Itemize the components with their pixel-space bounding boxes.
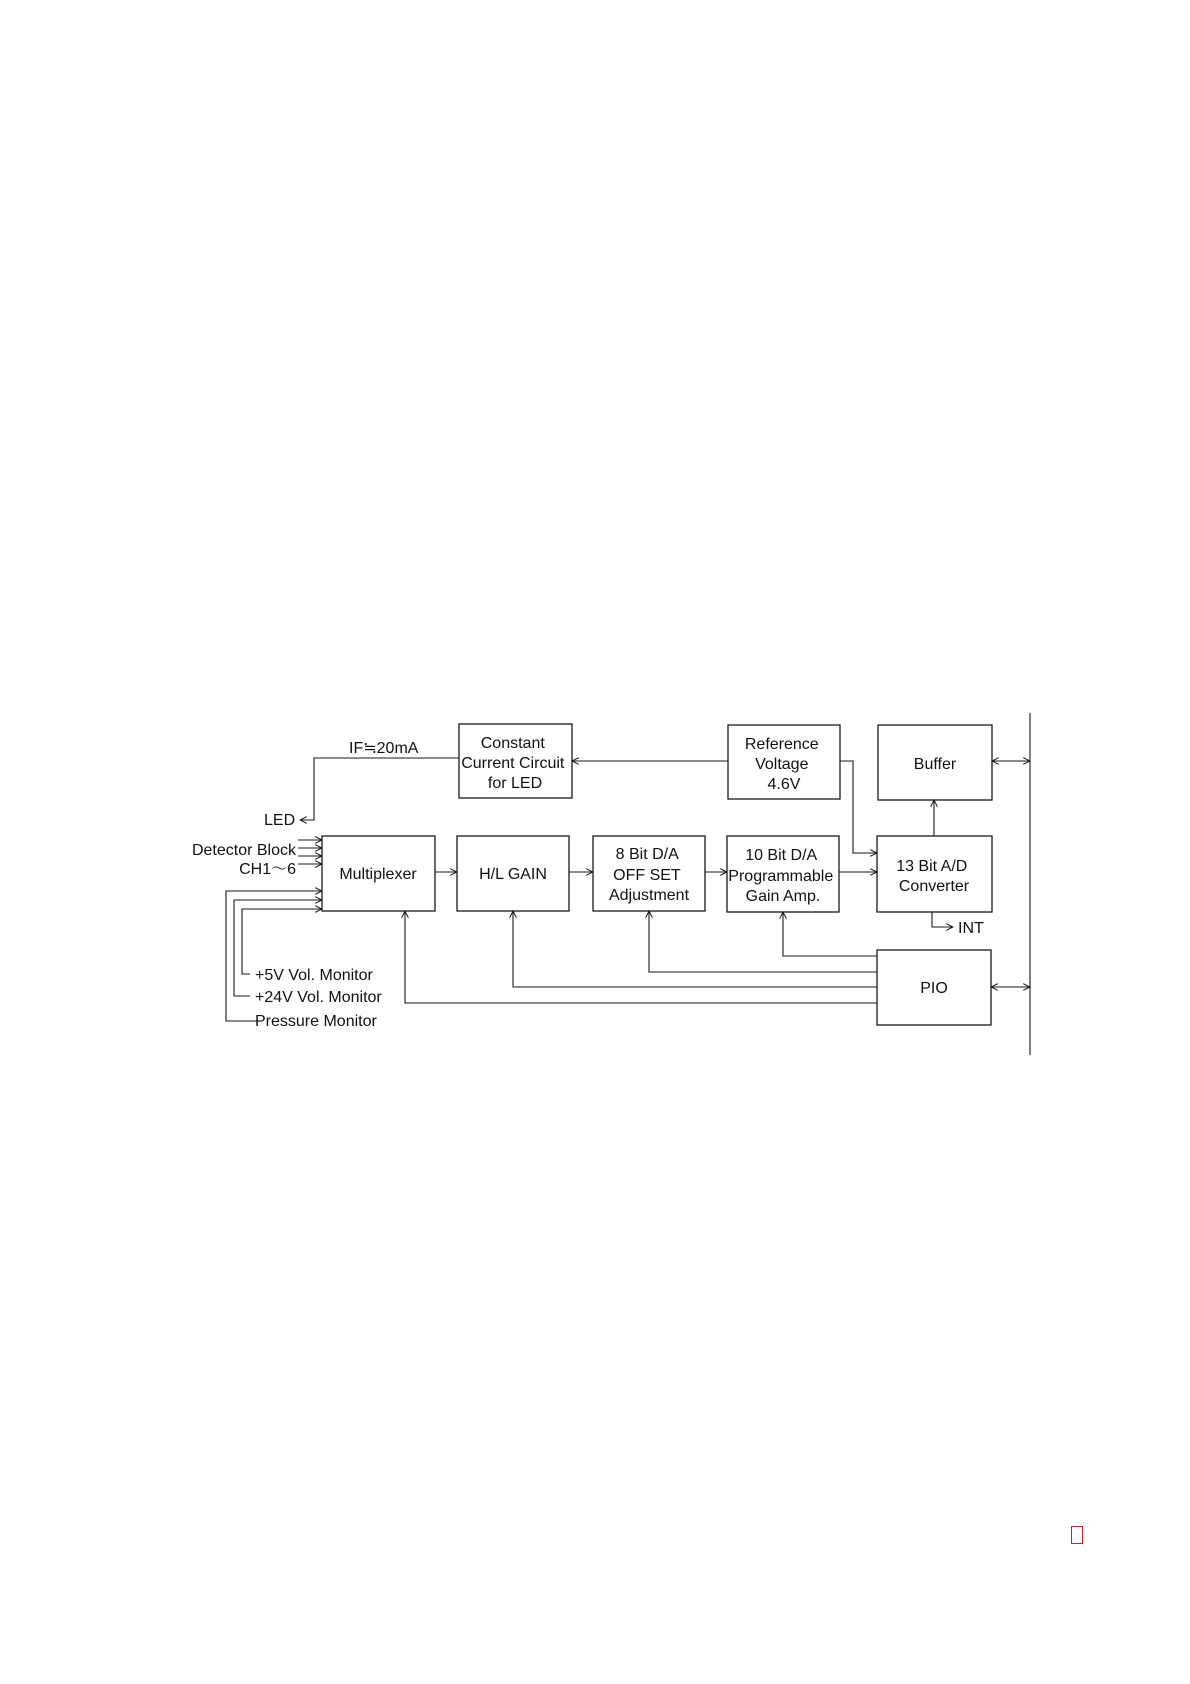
svg-text:Reference Voltage: Reference Voltage 4.6V <box>744 736 819 793</box>
pga-da-block <box>727 836 839 912</box>
monitor-5v-label: +5V Vol. Monitor <box>255 967 373 984</box>
ref-to-adc-arrow <box>840 761 877 853</box>
pio-to-mux-arrow <box>405 911 877 1003</box>
svg-text:13 Bit A/D Converter: 13 Bit A/D Converter <box>896 858 970 895</box>
if-current-label: IF≒20mA <box>349 740 419 757</box>
svg-text:H/L GAIN: H/L GAIN <box>479 866 547 883</box>
current-to-led-arrow <box>300 758 459 820</box>
svg-text:Buffer: Buffer <box>913 756 957 773</box>
reference-voltage-block <box>728 725 840 799</box>
adc-to-int-arrow <box>932 912 953 927</box>
buffer-block <box>878 725 992 800</box>
pio-to-pga-arrow <box>783 912 877 956</box>
pio-block <box>877 950 991 1025</box>
pio-to-gain-arrow <box>513 911 877 987</box>
page-marker-icon <box>1071 1526 1083 1544</box>
channels-label: CH1～6 <box>239 861 296 878</box>
svg-text:Constant Current Circuit: Constant Current Circuit for LED <box>461 735 565 792</box>
pressure-monitor-label: Pressure Monitor <box>255 1013 377 1030</box>
int-label: INT <box>958 920 984 937</box>
offset-da-block <box>593 836 705 911</box>
adc-block <box>877 836 992 912</box>
detector-block-label: Detector Block <box>191 842 296 859</box>
led-label: LED <box>264 812 296 829</box>
svg-text:8 Bit D/A OFF SET: 8 Bit D/A OFF SET Adjustment <box>608 846 690 904</box>
svg-text:Multiplexer: Multiplexer <box>339 866 417 883</box>
svg-text:10 Bit D/A Programmable: 10 Bit D/A Programmable Gain Amp. <box>728 847 834 905</box>
svg-text:PIO: PIO <box>920 980 948 997</box>
multiplexer-block <box>322 836 435 911</box>
hl-gain-block <box>457 836 569 911</box>
pio-to-offset-arrow <box>649 911 877 972</box>
monitor-24v-label: +24V Vol. Monitor <box>255 989 382 1006</box>
constant-current-block <box>459 724 572 798</box>
5v-monitor-input <box>242 909 322 974</box>
